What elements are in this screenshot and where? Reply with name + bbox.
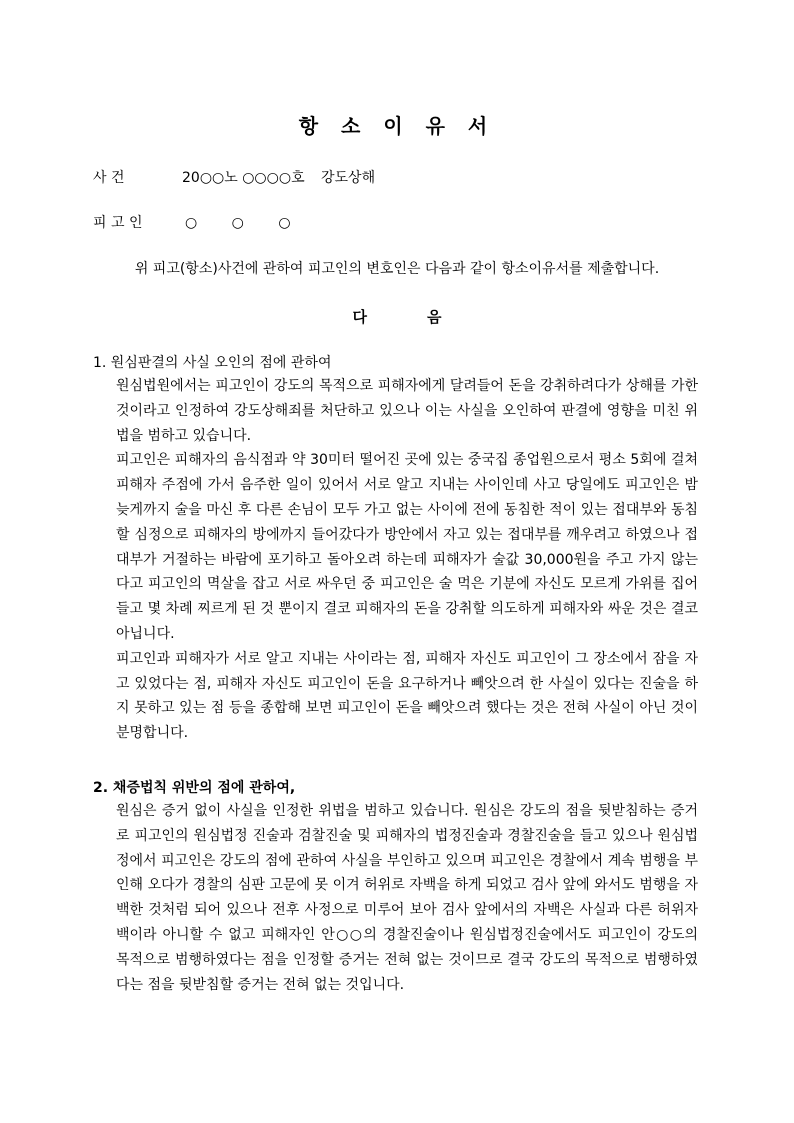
case-label: 사 건 <box>93 170 125 186</box>
section-2-heading: 2. 채증법칙 위반의 점에 관하여, <box>93 780 296 796</box>
defendant-name: ○ ○ ○ <box>185 215 291 231</box>
section-2-paragraph-1: 원심은 증거 없이 사실을 인정한 위법을 범하고 있습니다. 원심은 강도의 점을 뒷받침하는 증거로 피고인의 원심법정 진술과 검찰진술 및 피해자의 법정진술과 경찰진술을 들고 있으나 원심법정에서 피고인은 강도의 점에 관하여 사실을 부인하고 있으며 피고인은 경찰에서 계속 범행을 부인해 오다가 경찰의 심판 고문에 못 이겨 허위로 자백을 하게 되었고 검사 앞에 와서도 범행을 자백한 것처럼 되어 있으나 전후 사정으로 미루어 보아 검사 앞에서의 자백은 사실과 다른 허위자백이라 아니할 수 없고 피해자인 안○○의 경찰진술이나 원심법정진술에서도 피고인이 강도의 목적으로 범행하였다는 점을 인정할 증거는 전혀 없는 것이므로 결국 강도의 목적으로 범행하였다는 점을 뒷받침할 증거는 전혀 없는 것입니다. <box>116 803 698 993</box>
case-name: 강도상해 <box>321 170 376 186</box>
section-1-heading: 1. 원심판결의 사실 오인의 점에 관하여 <box>93 355 332 371</box>
intro-text: 위 피고(항소)사건에 관하여 피고인의 변호인은 다음과 같이 항소이유서를 제출합니다. <box>134 261 660 277</box>
section-2-body <box>116 799 698 997</box>
document-title: 항 소 이 유 서 <box>298 114 496 138</box>
section-1-paragraph-1: 원심법원에서는 피고인이 강도의 목적으로 피해자에게 달려들어 돈을 강취하려다가 상해를 가한 것이라고 인정하여 강도상해죄를 처단하고 있으나 이는 사실을 오인하여 판결에 영향을 미친 위법을 범하고 있습니다. <box>116 378 698 444</box>
section-1-body <box>116 374 698 746</box>
defendant-label: 피 고 인 <box>93 215 143 231</box>
center-heading: 다음 <box>352 308 502 326</box>
section-1-paragraph-3: 피고인과 피해자가 서로 알고 지내는 사이라는 점, 피해자 자신도 피고인이 그 장소에서 잠을 자고 있었다는 점, 피해자 자신도 피고인이 돈을 요구하거나 빼앗으려 한 사실이 있다는 진술을 하지 못하고 있는 점 등을 종합해 보면 피고인이 돈을 빼앗으려 했다는 것은 전혀 사실이 아닌 것이 분명합니다. <box>116 650 698 742</box>
case-number: 20○○노 ○○○○호 <box>182 170 305 186</box>
section-1-paragraph-2: 피고인은 피해자의 음식점과 약 30미터 떨어진 곳에 있는 중국집 종업원으로서 평소 5회에 걸쳐 피해자 주점에 가서 음주한 일이 있어서 서로 알고 지내는 사이인데 사고 당일에도 피고인은 밤늦게까지 술을 마신 후 다른 손님이 모두 가고 없는 사이에 전에 동침한 적이 있는 접대부와 동침할 심정으로 피해자의 방에까지 들어갔다가 방안에서 자고 있는 접대부를 깨우려고 하였으나 접대부가 거절하는 바람에 포기하고 돌아오려 하는데 피해자가 술값 30,000원을 주고 가지 않는다고 피고인의 멱살을 잡고 서로 싸우던 중 피고인은 술 먹은 기분에 자신도 모르게 가위를 집어 들고 몇 차례 찌르게 된 것 뿐이지 결코 피해자의 돈을 강취할 의도하게 피해자와 싸운 것은 결코 아닙니다. <box>116 452 698 642</box>
